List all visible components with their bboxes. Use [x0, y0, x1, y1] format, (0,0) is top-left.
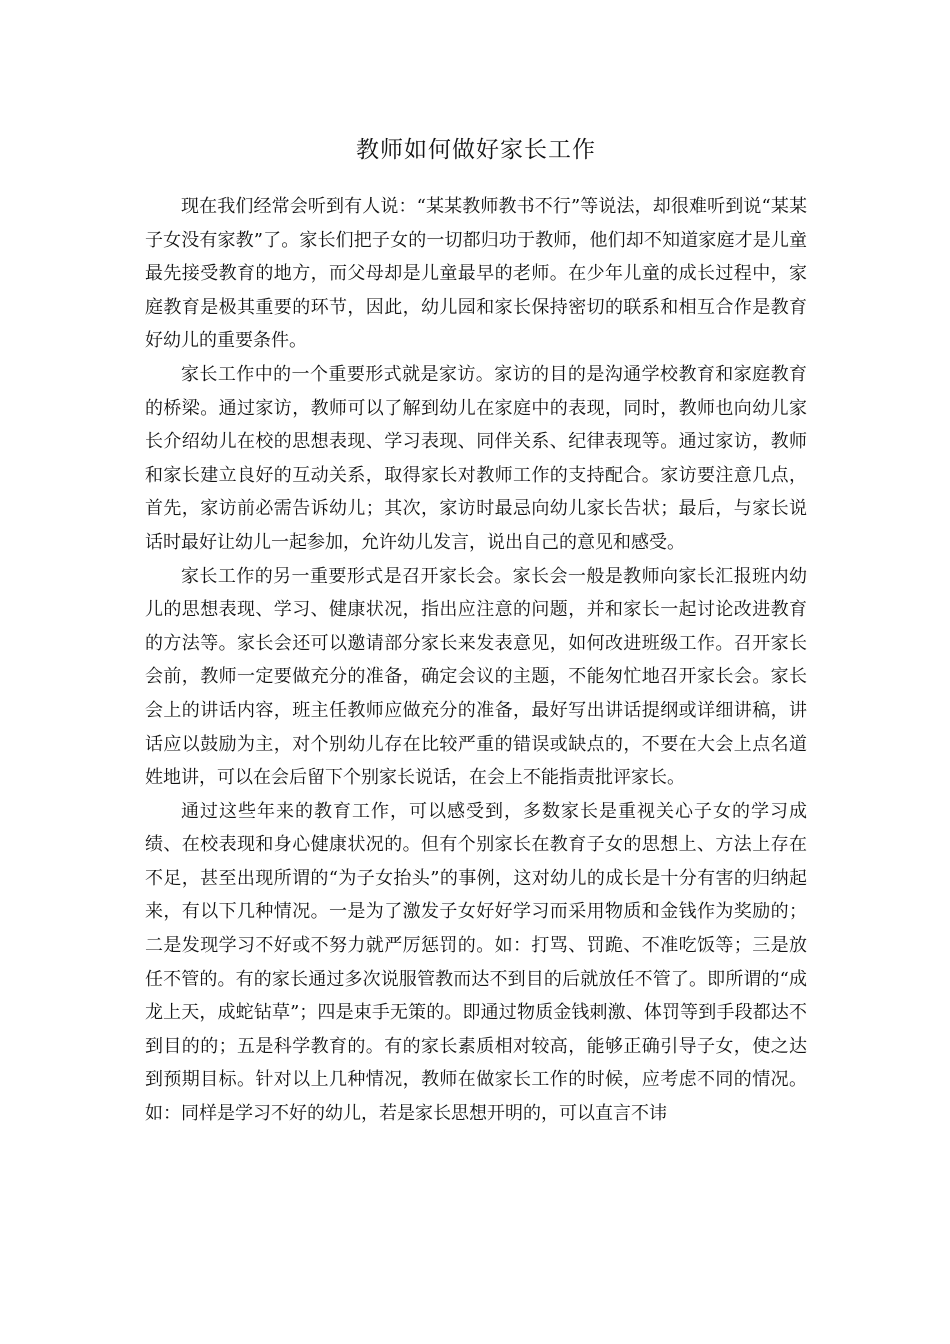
paragraph-1: 现在我们经常会听到有人说：“某某教师教书不行”等说法，却很难听到说“某某子女没有家教”了。家长们把子女的一切都归功于教师，他们却不知道家庭才是儿童最先接受教育的地方，而父母却是儿童最早的老师。在少年儿童的成长过程中，家庭教育是极其重要的环节，因此，幼儿园和家长保持密切的联系和相互合作是教育好幼儿的重要条件。	[145, 196, 807, 352]
paragraph-3: 家长工作的另一重要形式是召开家长会。家长会一般是教师向家长汇报班内幼儿的思想表现、学习、健康状况，指出应注意的问题，并和家长一起讨论改进教育的方法等。家长会还可以邀请部分家长来发表意见，如何改进班级工作。召开家长会前，教师一定要做充分的准备，确定会议的主题，不能匆忙地召开家长会。家长会上的讲话内容，班主任教师应做充分的准备，最好写出讲话提纲或详细讲稿，讲话应以鼓励为主，对个别幼儿存在比较严重的错误或缺点的，不要在大会上点名道姓地讲，可以在会后留下个别家长说话，在会上不能指责批评家长。	[145, 565, 807, 789]
paragraph-2: 家长工作中的一个重要形式就是家访。家访的目的是沟通学校教育和家庭教育的桥梁。通过家访，教师可以了解到幼儿在家庭中的表现，同时，教师也向幼儿家长介绍幼儿在校的思想表现、学习表现、同伴关系、纪律表现等。通过家访，教师和家长建立良好的互动关系，取得家长对教师工作的支持配合。家访要注意几点，首先，家访前必需告诉幼儿；其次，家访时最忌向幼儿家长告状；最后，与家长说话时最好让幼儿一起参加，允许幼儿发言，说出自己的意见和感受。	[145, 363, 807, 553]
paragraph-4: 通过这些年来的教育工作，可以感受到，多数家长是重视关心子女的学习成绩、在校表现和身心健康状况的。但有个别家长在教育子女的思想上、方法上存在不足，甚至出现所谓的“为子女抬头”的事例，这对幼儿的成长是十分有害的归纳起来，有以下几种情况。一是为了激发子女好好学习而采用物质和金钱作为奖励的；二是发现学习不好或不努力就严厉惩罚的。如：打骂、罚跪、不准吃饭等；三是放任不管的。有的家长通过多次说服管教而达不到目的后就放任不管了。即所谓的“成龙上天，成蛇钻草”；四是束手无策的。即通过物质金钱刺激、体罚等到手段都达不到目的的；五是科学教育的。有的家长素质相对较高，能够正确引导子女，使之达到预期目标。针对以上几种情况，教师在做家长工作的时候，应考虑不同的情况。如：同样是学习不好的幼儿，若是家长思想开明的，可以直言不讳	[145, 800, 807, 1125]
document-page	[145, 128, 807, 1131]
document-title: 教师如何做好家长工作	[356, 137, 596, 163]
